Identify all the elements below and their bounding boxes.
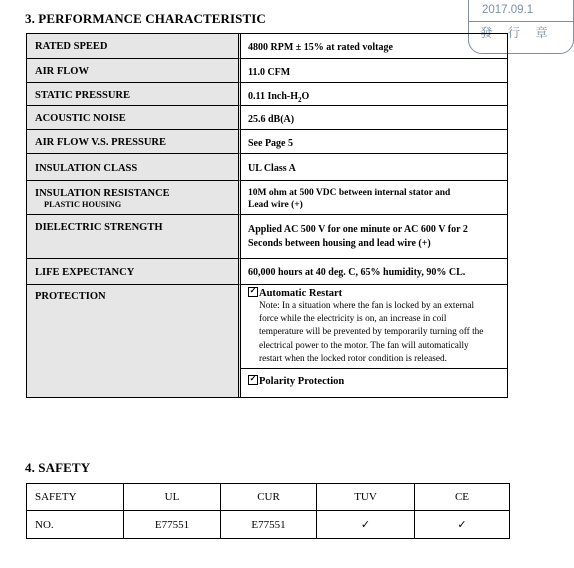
static-pressure-suffix: O	[301, 91, 310, 102]
row-value-rated-speed: 4800 RPM ± 15% at rated voltage	[248, 42, 393, 53]
table-row	[27, 58, 507, 82]
performance-table	[26, 33, 508, 398]
safety-header-cell: TUV	[317, 484, 415, 511]
row-value-protection	[241, 284, 507, 397]
table-row	[27, 284, 507, 397]
row-value-static-pressure	[241, 82, 507, 105]
table-row	[27, 105, 507, 129]
row-label-rated-speed: RATED SPEED	[27, 34, 241, 58]
table-row	[27, 34, 507, 58]
insulation-resistance-value-line-1: 10M ohm at 500 VDC between internal stator and	[248, 188, 451, 198]
safety-table	[26, 483, 510, 539]
row-value-air-flow-vs-pressure: See Page 5	[241, 129, 507, 153]
row-label-static-pressure: STATIC PRESSURE	[27, 82, 241, 105]
insulation-resistance-value-line-2: Lead wire (+)	[248, 200, 303, 210]
polarity-protection-label: Polarity Protection	[259, 376, 345, 388]
automatic-restart-note	[248, 300, 500, 366]
table-row	[27, 82, 507, 105]
section-3-title: 3. PERFORMANCE CHARACTERISTIC	[25, 11, 266, 26]
static-pressure-subscript: 2	[298, 96, 302, 104]
table-row	[27, 258, 507, 284]
row-label-air-flow: AIR FLOW	[27, 58, 241, 82]
dielectric-strength-value-line-2: Seconds between housing and lead wire (+)	[248, 238, 431, 249]
safety-check-cell: ✓	[415, 511, 510, 539]
table-row	[27, 180, 507, 214]
note-line: restart when the locked rotor condition is released.	[259, 353, 447, 364]
row-label-dielectric-strength: DIELECTRIC STRENGTH	[27, 214, 241, 258]
row-value-insulation-class: UL Class A	[241, 153, 507, 180]
note-line: force while the electricity is on, an increase in coil	[259, 314, 447, 325]
static-pressure-value: 0.11 Inch-H	[248, 91, 299, 102]
safety-data-cell: E77551	[124, 511, 221, 539]
safety-header-cell: UL	[124, 484, 221, 511]
table-row	[27, 214, 507, 258]
insulation-resistance-sublabel: PLASTIC HOUSING	[44, 200, 122, 209]
row-label-acoustic-noise: ACOUSTIC NOISE	[27, 105, 241, 129]
safety-data-cell: E77551	[221, 511, 317, 539]
row-value-air-flow: 11.0 CFM	[241, 58, 507, 82]
safety-header-cell: SAFETY	[27, 484, 124, 511]
safety-header-cell: CE	[415, 484, 510, 511]
row-value-life-expectancy: 60,000 hours at 40 deg. C, 65% humidity, 90% CL.	[241, 258, 507, 284]
row-value-insulation-resistance	[241, 180, 507, 214]
checkbox-checked-icon: ✓	[249, 374, 257, 384]
automatic-restart-option	[248, 287, 500, 299]
safety-header-cell: CUR	[221, 484, 317, 511]
safety-data-row	[27, 511, 510, 539]
insulation-resistance-label: INSULATION RESISTANCE	[35, 188, 170, 199]
row-label-insulation-class: INSULATION CLASS	[27, 153, 241, 180]
stamp-divider	[469, 21, 573, 22]
note-line: temperature will be prevented by temporarily turning off the	[259, 327, 484, 338]
dielectric-strength-value-line-1: Applied AC 500 V for one minute or AC 600 V for 2	[248, 224, 468, 235]
stamp-characters: 發 行 章	[480, 26, 554, 40]
safety-header-row	[27, 484, 510, 511]
note-line: electrical power to the motor. The fan will automatically	[259, 340, 469, 351]
safety-data-cell: NO.	[27, 511, 124, 539]
automatic-restart-label: Automatic Restart	[259, 288, 343, 299]
checkbox-checked-icon: ✓	[249, 286, 257, 295]
row-label-air-flow-vs-pressure: AIR FLOW V.S. PRESSURE	[27, 129, 241, 153]
note-line: Note: In a situation where the fan is locked by an external	[259, 301, 475, 311]
table-row	[27, 129, 507, 153]
safety-check-cell: ✓	[317, 511, 415, 539]
row-value-dielectric-strength	[241, 214, 507, 258]
row-label-life-expectancy: LIFE EXPECTANCY	[27, 258, 241, 284]
section-4-title: 4. SAFETY	[25, 460, 91, 475]
table-row	[27, 153, 507, 180]
stamp-date: 2017.09.1	[482, 4, 534, 16]
row-label-protection: PROTECTION	[27, 284, 241, 397]
row-label-insulation-resistance	[27, 180, 241, 214]
row-value-acoustic-noise: 25.6 dB(A)	[241, 105, 507, 129]
polarity-protection-option	[248, 369, 500, 387]
